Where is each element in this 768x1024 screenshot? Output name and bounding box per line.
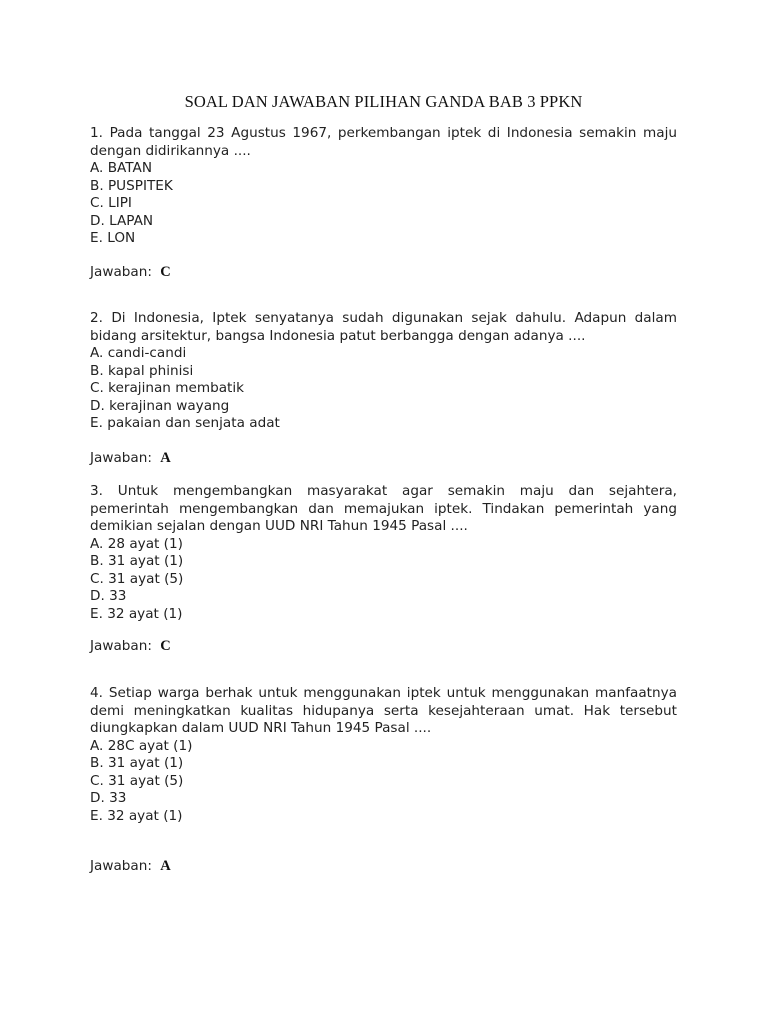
question-3 — [90, 483, 677, 623]
answer-letter: C — [160, 638, 171, 654]
option-d: D. 33 — [90, 790, 127, 806]
question-line: diungkapkan dalam UUD NRI Tahun 1945 Pasal .... — [90, 720, 432, 736]
option-d: D. 33 — [90, 588, 127, 604]
question-text — [90, 685, 677, 738]
option-d: D. LAPAN — [90, 212, 154, 229]
question-text — [90, 310, 677, 345]
question-line: dengan didirikannya .... — [90, 142, 251, 159]
question-text — [90, 125, 677, 160]
option-e: E. LON — [90, 230, 136, 246]
option-d: D. kerajinan wayang — [90, 397, 230, 414]
option-e: E. 32 ayat (1) — [90, 807, 183, 824]
answer-3 — [90, 638, 171, 656]
option-c: C. 31 ayat (5) — [90, 570, 184, 587]
option-e: E. pakaian dan senjata adat — [90, 415, 280, 431]
answer-label: Jawaban: — [90, 450, 152, 466]
answer-label: Jawaban: — [90, 264, 152, 280]
option-b: B. PUSPITEK — [90, 177, 173, 194]
question-line: 2. Di Indonesia, Iptek senyatanya sudah digunakan sejak dahulu. Adapun dalam — [90, 310, 677, 326]
question-line: 3. Untuk mengembangkan masyarakat agar semakin maju dan sejahtera, — [90, 483, 677, 499]
option-a: A. 28 ayat (1) — [90, 535, 183, 552]
option-c: C. kerajinan membatik — [90, 380, 245, 396]
answer-letter: C — [160, 264, 171, 280]
option-a: A. candi-candi — [90, 345, 187, 361]
option-c: C. LIPI — [90, 195, 132, 211]
question-line: demikian sejalan dengan UUD NRI Tahun 1945 Pasal .... — [90, 518, 468, 534]
option-a: A. BATAN — [90, 160, 152, 176]
answer-2 — [90, 450, 171, 468]
question-2 — [90, 310, 677, 433]
option-b: B. 31 ayat (1) — [90, 553, 184, 569]
answer-1 — [90, 264, 171, 282]
option-b: B. kapal phinisi — [90, 362, 194, 379]
question-line: pemerintah mengembangkan dan memajukan iptek. Tindakan pemerintah yang — [90, 500, 677, 517]
option-c: C. 31 ayat (5) — [90, 772, 184, 789]
option-e: E. 32 ayat (1) — [90, 605, 183, 622]
option-a: A. 28C ayat (1) — [90, 737, 193, 754]
answer-letter: A — [160, 450, 171, 466]
question-line: bidang arsitektur, bangsa Indonesia patut berbangga dengan adanya .... — [90, 327, 586, 344]
question-4 — [90, 685, 677, 825]
answer-label: Jawaban: — [90, 638, 152, 654]
question-line: 1. Pada tanggal 23 Agustus 1967, perkembangan iptek di Indonesia semakin maju — [90, 125, 677, 141]
question-line: demi meningkatkan kualitas hidupanya serta kesejahteraan umat. Hak tersebut — [90, 702, 677, 719]
answer-letter: A — [160, 858, 171, 874]
question-1 — [90, 125, 677, 248]
answer-4 — [90, 858, 171, 876]
question-text — [90, 483, 677, 536]
question-line: 4. Setiap warga berhak untuk menggunakan iptek untuk menggunakan manfaatnya — [90, 685, 677, 701]
option-b: B. 31 ayat (1) — [90, 755, 184, 771]
answer-label: Jawaban: — [90, 858, 152, 874]
document-title: SOAL DAN JAWABAN PILIHAN GANDA BAB 3 PPKN — [184, 92, 583, 111]
